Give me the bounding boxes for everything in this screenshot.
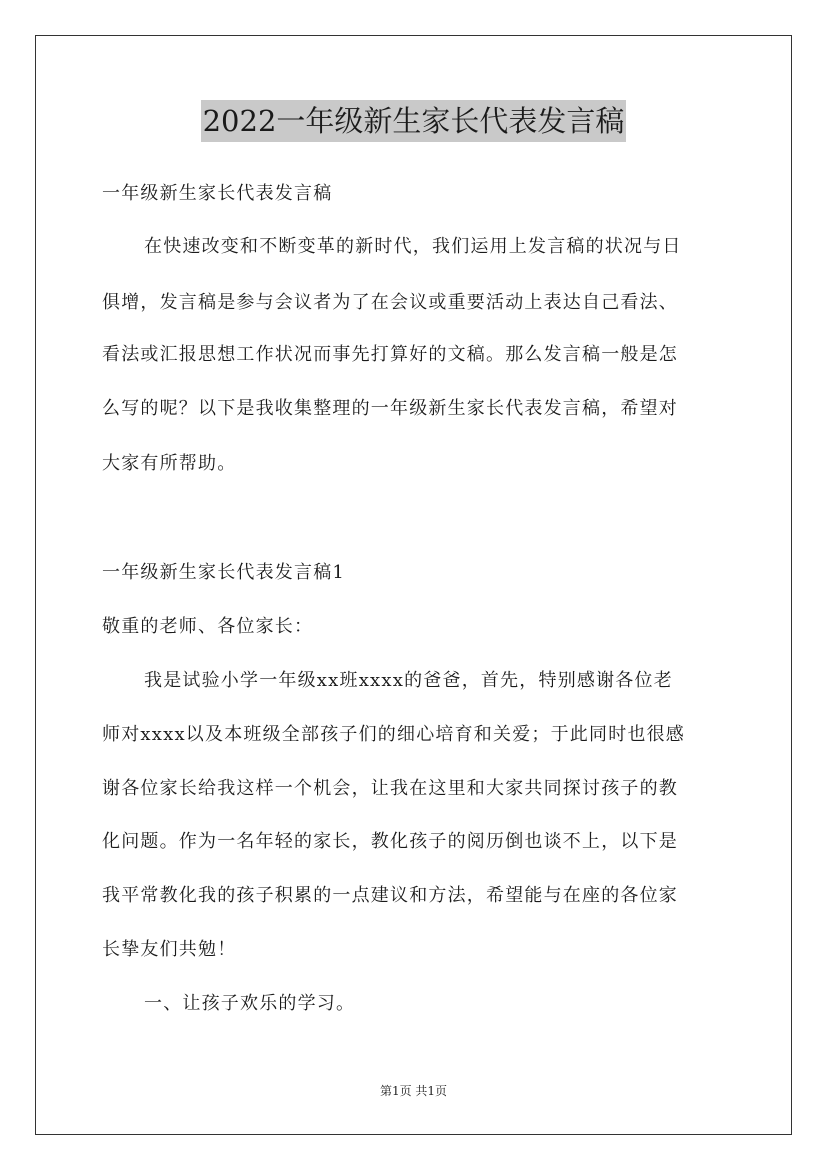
body-line: 化问题。作为一名年轻的家长，教化孩子的阅历倒也谈不上，以下是 xyxy=(102,831,678,852)
body-line: 么写的呢？以下是我收集整理的一年级新生家长代表发言稿，希望对 xyxy=(102,398,678,419)
page-footer: 第1页 共1页 xyxy=(379,1084,448,1098)
document-title: 2022一年级新生家长代表发言稿 xyxy=(201,100,627,142)
section-heading: 一年级新生家长代表发言稿1 xyxy=(102,562,346,583)
body-line: 我是试验小学一年级xx班xxxx的爸爸，首先，特别感谢各位老 xyxy=(144,670,673,691)
body-line: 长挚友们共勉！ xyxy=(102,939,237,960)
body-line: 师对xxxx以及本班级全部孩子们的细心培育和关爱；于此同时也很感 xyxy=(102,724,686,745)
salutation-line: 敬重的老师、各位家长： xyxy=(102,616,314,637)
body-line: 我平常教化我的孩子积累的一点建议和方法，希望能与在座的各位家 xyxy=(102,885,678,906)
body-line: 大家有所帮助。 xyxy=(102,453,237,474)
body-line: 谢各位家长给我这样一个机会，让我在这里和大家共同探讨孩子的教 xyxy=(102,778,678,799)
title-container xyxy=(0,100,827,142)
body-line: 俱增，发言稿是参与会议者为了在会议或重要活动上表达自己看法、 xyxy=(102,292,678,313)
list-heading: 一、让孩子欢乐的学习。 xyxy=(144,993,356,1014)
subtitle-line: 一年级新生家长代表发言稿 xyxy=(102,183,333,204)
body-line: 看法或汇报思想工作状况而事先打算好的文稿。那么发言稿一般是怎 xyxy=(102,344,678,365)
body-line: 在快速改变和不断变革的新时代，我们运用上发言稿的状况与日 xyxy=(144,236,682,257)
